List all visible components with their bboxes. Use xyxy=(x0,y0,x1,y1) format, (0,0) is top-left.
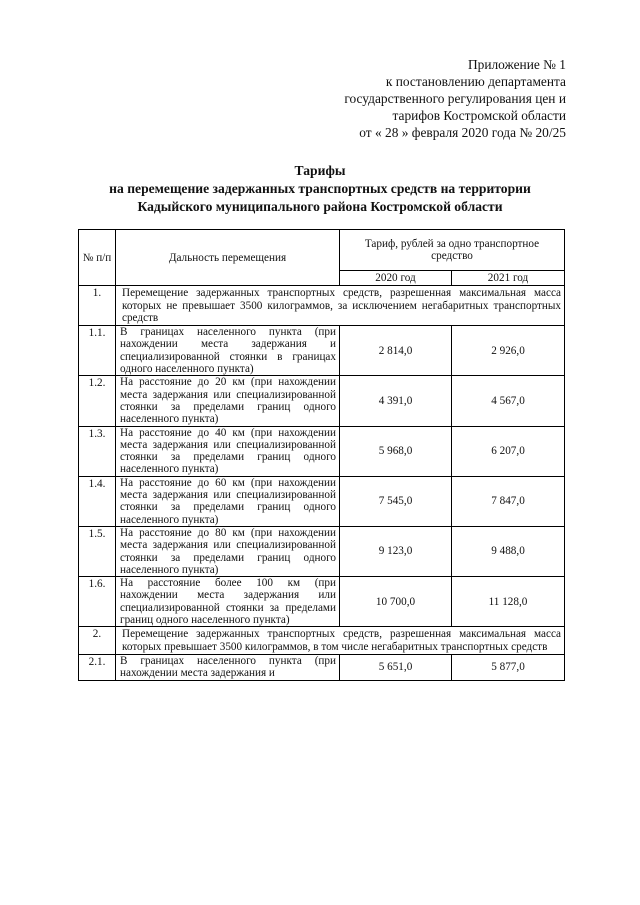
group-row xyxy=(79,627,565,655)
row-distance: На расстояние более 100 км (при нахождении места задержания или специализированной стоянки за пределами границ одного населенного пункта) xyxy=(116,577,340,627)
row-tariff-2021: 11 128,0 xyxy=(452,577,565,627)
table-row xyxy=(79,654,565,680)
table-row xyxy=(79,526,565,576)
document-header xyxy=(344,56,566,141)
row-number: 1.3. xyxy=(79,426,116,476)
header-appendix: Приложение № 1 xyxy=(467,57,566,72)
column-header-number: № п/п xyxy=(79,230,116,286)
title-line: Кадыйского муниципального района Костромской области xyxy=(137,199,503,214)
title-line: Тарифы xyxy=(294,163,346,178)
table-row xyxy=(79,376,565,426)
row-distance: В границах населенного пункта (при нахождении места задержания и специализированной стоянки в границах одного населенного пункта) xyxy=(116,326,340,376)
tariffs-table-body xyxy=(79,286,565,680)
table-row xyxy=(79,476,565,526)
table-row xyxy=(79,426,565,476)
header-line: тарифов Костромской области xyxy=(392,108,566,123)
row-number: 1.4. xyxy=(79,476,116,526)
document-title xyxy=(0,162,640,216)
row-distance: В границах населенного пункта (при нахождении места задержания и xyxy=(116,654,340,680)
column-header-year-2020: 2020 год xyxy=(340,271,452,286)
row-distance: На расстояние до 60 км (при нахождении места задержания или специализированной стоянки за пределами границ одного населенного пункта) xyxy=(116,476,340,526)
group-row xyxy=(79,286,565,326)
row-tariff-2020: 7 545,0 xyxy=(340,476,452,526)
row-tariff-2021: 9 488,0 xyxy=(452,526,565,576)
group-description: Перемещение задержанных транспортных средств, разрешенная максимальная масса которых не превышает 3500 килограммов, за исключением негабаритных транспортных средств xyxy=(116,286,565,326)
group-number: 1. xyxy=(79,286,116,326)
group-description: Перемещение задержанных транспортных средств, разрешенная максимальная масса которых превышает 3500 килограммов, в том числе негабаритных транспортных средств xyxy=(116,627,565,655)
row-tariff-2020: 9 123,0 xyxy=(340,526,452,576)
header-date-number: от « 28 » февраля 2020 года № 20/25 xyxy=(359,125,566,140)
row-tariff-2021: 4 567,0 xyxy=(452,376,565,426)
header-line: государственного регулирования цен и xyxy=(344,91,566,106)
row-tariff-2020: 4 391,0 xyxy=(340,376,452,426)
row-number: 1.2. xyxy=(79,376,116,426)
row-number: 1.6. xyxy=(79,577,116,627)
column-header-distance: Дальность перемещения xyxy=(116,230,340,286)
title-line: на перемещение задержанных транспортных средств на территории xyxy=(109,181,531,196)
row-number: 2.1. xyxy=(79,654,116,680)
row-tariff-2021: 5 877,0 xyxy=(452,654,565,680)
table-row xyxy=(79,326,565,376)
header-line: к постановлению департамента xyxy=(385,74,566,89)
row-tariff-2020: 5 968,0 xyxy=(340,426,452,476)
row-tariff-2021: 7 847,0 xyxy=(452,476,565,526)
row-distance: На расстояние до 80 км (при нахождении места задержания или специализированной стоянки за пределами границ одного населенного пункта) xyxy=(116,526,340,576)
column-header-year-2021: 2021 год xyxy=(452,271,565,286)
row-tariff-2020: 10 700,0 xyxy=(340,577,452,627)
table-row xyxy=(79,577,565,627)
row-number: 1.5. xyxy=(79,526,116,576)
row-tariff-2021: 2 926,0 xyxy=(452,326,565,376)
row-distance: На расстояние до 20 км (при нахождении места задержания или специализированной стоянки за пределами границ одного населенного пункта) xyxy=(116,376,340,426)
group-number: 2. xyxy=(79,627,116,655)
row-tariff-2020: 2 814,0 xyxy=(340,326,452,376)
row-distance: На расстояние до 40 км (при нахождении места задержания или специализированной стоянки за пределами границ одного населенного пункта) xyxy=(116,426,340,476)
row-tariff-2020: 5 651,0 xyxy=(340,654,452,680)
column-header-tariff: Тариф, рублей за одно транспортное средство xyxy=(340,230,565,271)
row-tariff-2021: 6 207,0 xyxy=(452,426,565,476)
row-number: 1.1. xyxy=(79,326,116,376)
tariffs-table xyxy=(78,229,565,681)
